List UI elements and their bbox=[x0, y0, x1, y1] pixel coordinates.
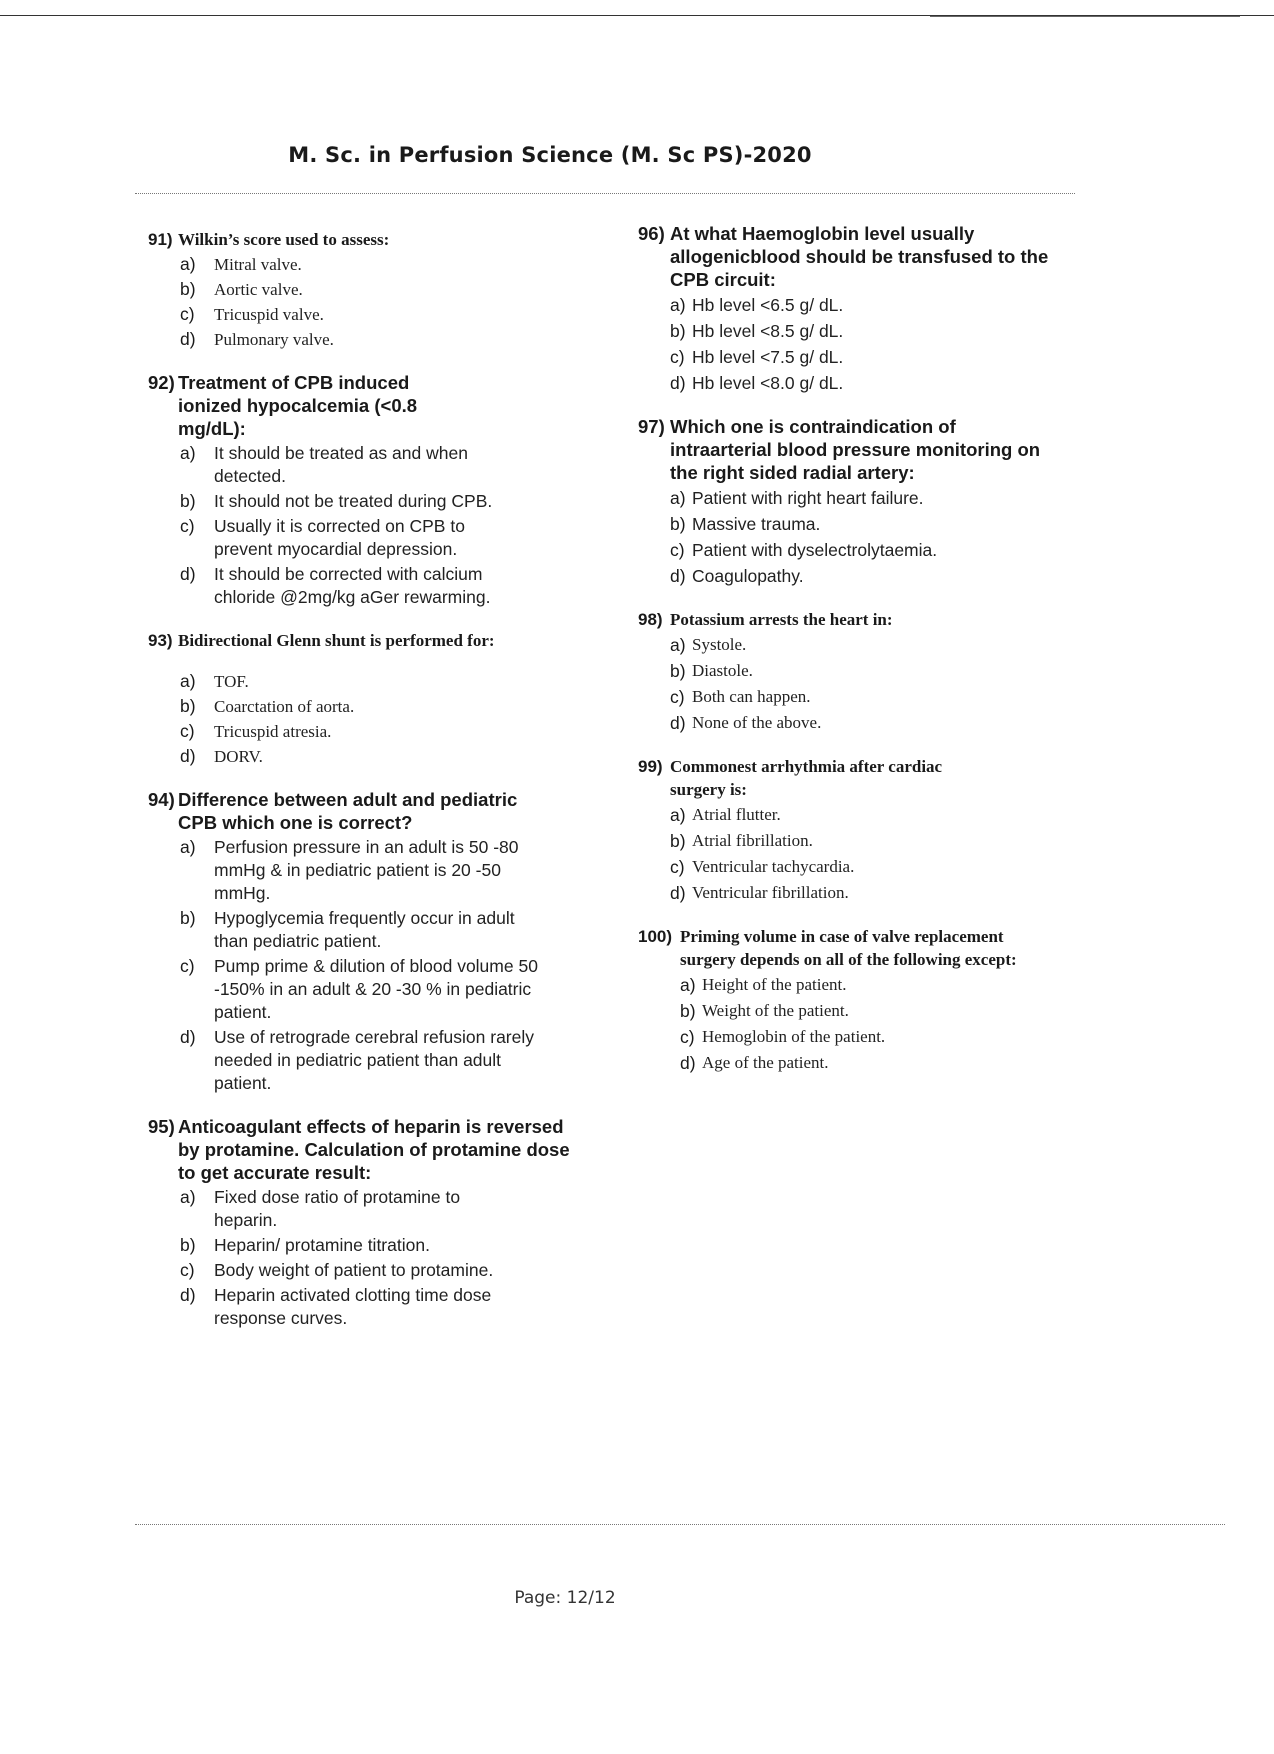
option-text: Perfusion pressure in an adult is 50 -80 mmHg & in pediatric patient is 20 -50 mmHg. bbox=[214, 837, 519, 903]
question-number: 92) bbox=[148, 372, 175, 393]
option-label: b) bbox=[670, 661, 686, 681]
question-text: Potassium arrests the heart in: bbox=[670, 610, 893, 629]
option-label: b) bbox=[670, 321, 686, 341]
option-text: Tricuspid atresia. bbox=[214, 722, 332, 741]
option-text: Patient with right heart failure. bbox=[692, 488, 924, 508]
question-text: Treatment of CPB induced ionized hypocalcemia (<0.8 mg/dL): bbox=[178, 372, 418, 439]
option bbox=[180, 303, 588, 326]
option-label: c) bbox=[180, 956, 195, 976]
question-number: 100) bbox=[638, 927, 673, 946]
option-text: Atrial flutter. bbox=[692, 805, 781, 824]
option bbox=[180, 253, 588, 276]
option-text: Tricuspid valve. bbox=[214, 305, 324, 324]
option-text: It should be treated as and when detected. bbox=[214, 443, 468, 486]
option-text: Atrial fibrillation. bbox=[692, 831, 813, 850]
option bbox=[180, 1259, 588, 1282]
option-text: Use of retrograde cerebral refusion rarely needed in pediatric patient than adult patient. bbox=[214, 1027, 535, 1093]
option-text: Ventricular fibrillation. bbox=[692, 883, 849, 902]
option-label: b) bbox=[180, 1235, 196, 1255]
option bbox=[680, 1025, 1078, 1049]
option-label: d) bbox=[670, 883, 686, 903]
option bbox=[180, 563, 588, 609]
option-label: c) bbox=[180, 721, 195, 741]
option bbox=[180, 720, 588, 743]
option bbox=[180, 278, 588, 301]
option-label: d) bbox=[180, 329, 196, 349]
option-label: a) bbox=[180, 837, 196, 857]
option bbox=[670, 711, 1078, 735]
question-text: Bidirectional Glenn shunt is performed for: bbox=[178, 631, 495, 650]
question-number: 96) bbox=[638, 223, 665, 244]
option-label: c) bbox=[180, 304, 195, 324]
option bbox=[680, 973, 1078, 997]
question-number: 99) bbox=[638, 757, 663, 776]
option-text: Mitral valve. bbox=[214, 255, 302, 274]
option-label: a) bbox=[180, 254, 196, 274]
question-text: At what Haemoglobin level usually allogenicblood should be transfused to the CPB circuit: bbox=[670, 223, 1049, 290]
option-label: d) bbox=[180, 1027, 196, 1047]
question-97 bbox=[638, 415, 1078, 588]
question-number: 95) bbox=[148, 1116, 175, 1137]
options-list bbox=[148, 836, 588, 1095]
question-94 bbox=[148, 788, 588, 1095]
option bbox=[180, 670, 588, 693]
question-100 bbox=[638, 925, 1078, 1075]
option bbox=[670, 512, 1078, 536]
option-label: a) bbox=[180, 1187, 196, 1207]
option-label: a) bbox=[180, 671, 196, 691]
option-label: a) bbox=[670, 488, 686, 508]
option bbox=[680, 999, 1078, 1023]
option-label: c) bbox=[180, 516, 195, 536]
option-label: d) bbox=[680, 1053, 696, 1073]
page-number: Page: 12/12 bbox=[514, 1588, 616, 1608]
option-label: b) bbox=[670, 831, 686, 851]
option bbox=[670, 371, 1078, 395]
option-label: b) bbox=[180, 908, 196, 928]
question-93 bbox=[148, 629, 588, 768]
question-96 bbox=[638, 222, 1078, 395]
option-label: b) bbox=[670, 514, 686, 534]
option bbox=[670, 829, 1078, 853]
option-label: c) bbox=[670, 540, 685, 560]
options-list bbox=[148, 253, 588, 351]
options-list bbox=[148, 670, 588, 768]
question-number: 98) bbox=[638, 610, 663, 629]
option-text: Hb level <6.5 g/ dL. bbox=[692, 295, 844, 315]
option-text: Usually it is corrected on CPB to prevent myocardial depression. bbox=[214, 516, 465, 559]
option-text: Height of the patient. bbox=[702, 975, 847, 994]
option-text: It should not be treated during CPB. bbox=[214, 491, 493, 511]
question-92 bbox=[148, 371, 588, 609]
option-text: Patient with dyselectrolytaemia. bbox=[692, 540, 938, 560]
option-label: c) bbox=[180, 1260, 195, 1280]
page-title: M. Sc. in Perfusion Science (M. Sc PS)-2020 bbox=[288, 143, 812, 167]
option bbox=[670, 538, 1078, 562]
question-text: Anticoagulant effects of heparin is reversed by protamine. Calculation of protamine dose to get accurate result: bbox=[178, 1116, 570, 1183]
footer-divider bbox=[135, 1524, 1225, 1525]
question-95 bbox=[148, 1115, 588, 1330]
question-text: Which one is contraindication of intraarterial blood pressure monitoring on the right sided radial artery: bbox=[670, 416, 1041, 483]
option bbox=[670, 633, 1078, 657]
option bbox=[670, 685, 1078, 709]
option-text: Pump prime & dilution of blood volume 50 -150% in an adult & 20 -30 % in pediatric patient. bbox=[214, 956, 538, 1022]
option-text: Body weight of patient to protamine. bbox=[214, 1260, 494, 1280]
option-text: Both can happen. bbox=[692, 687, 811, 706]
option-label: b) bbox=[180, 279, 196, 299]
option bbox=[670, 319, 1078, 343]
question-number: 94) bbox=[148, 789, 175, 810]
option-label: a) bbox=[180, 443, 196, 463]
option bbox=[180, 442, 588, 488]
option-text: DORV. bbox=[214, 747, 263, 766]
right-column bbox=[638, 222, 1078, 1093]
option bbox=[180, 1186, 588, 1232]
question-text: Difference between adult and pediatric CPB which one is correct? bbox=[178, 789, 518, 833]
option-label: b) bbox=[680, 1001, 696, 1021]
option-label: d) bbox=[180, 1285, 196, 1305]
question-text: Commonest arrhythmia after cardiac surgery is: bbox=[670, 757, 943, 799]
options-list bbox=[638, 973, 1078, 1075]
header-divider bbox=[135, 193, 1075, 194]
option-label: a) bbox=[670, 635, 686, 655]
option bbox=[670, 564, 1078, 588]
option bbox=[180, 1026, 588, 1095]
question-99 bbox=[638, 755, 1078, 905]
option bbox=[180, 907, 588, 953]
option bbox=[680, 1051, 1078, 1075]
options-list bbox=[148, 442, 588, 609]
option-label: d) bbox=[180, 564, 196, 584]
option-text: Hb level <8.5 g/ dL. bbox=[692, 321, 844, 341]
options-list bbox=[148, 1186, 588, 1330]
option-label: a) bbox=[670, 805, 686, 825]
option-text: Weight of the patient. bbox=[702, 1001, 849, 1020]
option-text: None of the above. bbox=[692, 713, 822, 732]
options-list bbox=[638, 486, 1078, 588]
option bbox=[670, 486, 1078, 510]
question-98 bbox=[638, 608, 1078, 735]
option-label: c) bbox=[670, 687, 685, 707]
option-label: b) bbox=[180, 491, 196, 511]
option-label: d) bbox=[670, 373, 686, 393]
option-text: Coagulopathy. bbox=[692, 566, 804, 586]
option bbox=[670, 855, 1078, 879]
option bbox=[180, 745, 588, 768]
option-label: b) bbox=[180, 696, 196, 716]
question-number: 93) bbox=[148, 631, 173, 650]
option-text: TOF. bbox=[214, 672, 249, 691]
option bbox=[180, 955, 588, 1024]
option bbox=[180, 836, 588, 905]
left-column bbox=[148, 228, 588, 1348]
option-label: c) bbox=[670, 347, 685, 367]
question-91 bbox=[148, 228, 588, 351]
question-text: Priming volume in case of valve replacement surgery depends on all of the following except: bbox=[680, 927, 1017, 969]
option bbox=[180, 328, 588, 351]
option-text: Massive trauma. bbox=[692, 514, 821, 534]
option-text: Heparin activated clotting time dose response curves. bbox=[214, 1285, 492, 1328]
option-label: c) bbox=[680, 1027, 695, 1047]
option bbox=[180, 695, 588, 718]
option bbox=[670, 881, 1078, 905]
option-label: a) bbox=[680, 975, 696, 995]
option bbox=[670, 293, 1078, 317]
option-text: Age of the patient. bbox=[702, 1053, 829, 1072]
option-text: Ventricular tachycardia. bbox=[692, 857, 855, 876]
options-list bbox=[638, 803, 1078, 905]
option-text: Pulmonary valve. bbox=[214, 330, 334, 349]
option bbox=[180, 490, 588, 513]
option-label: d) bbox=[670, 566, 686, 586]
option-text: Systole. bbox=[692, 635, 747, 654]
option-text: Fixed dose ratio of protamine to heparin. bbox=[214, 1187, 461, 1230]
option-text: Diastole. bbox=[692, 661, 753, 680]
option-text: Hemoglobin of the patient. bbox=[702, 1027, 886, 1046]
option-text: Aortic valve. bbox=[214, 280, 303, 299]
top-rule-secondary bbox=[930, 16, 1240, 17]
option-label: c) bbox=[670, 857, 685, 877]
question-number: 91) bbox=[148, 230, 173, 249]
option bbox=[180, 1284, 588, 1330]
option-text: Heparin/ protamine titration. bbox=[214, 1235, 430, 1255]
option bbox=[180, 515, 588, 561]
option bbox=[670, 659, 1078, 683]
option-text: It should be corrected with calcium chloride @2mg/kg aGer rewarming. bbox=[214, 564, 491, 607]
question-text: Wilkin’s score used to assess: bbox=[178, 230, 390, 249]
options-list bbox=[638, 633, 1078, 735]
question-number: 97) bbox=[638, 416, 665, 437]
option bbox=[180, 1234, 588, 1257]
option-label: d) bbox=[670, 713, 686, 733]
option-label: a) bbox=[670, 295, 686, 315]
option bbox=[670, 803, 1078, 827]
option-text: Hb level <7.5 g/ dL. bbox=[692, 347, 844, 367]
option-text: Coarctation of aorta. bbox=[214, 697, 355, 716]
option-label: d) bbox=[180, 746, 196, 766]
option-text: Hb level <8.0 g/ dL. bbox=[692, 373, 844, 393]
option-text: Hypoglycemia frequently occur in adult than pediatric patient. bbox=[214, 908, 515, 951]
options-list bbox=[638, 293, 1078, 395]
option bbox=[670, 345, 1078, 369]
